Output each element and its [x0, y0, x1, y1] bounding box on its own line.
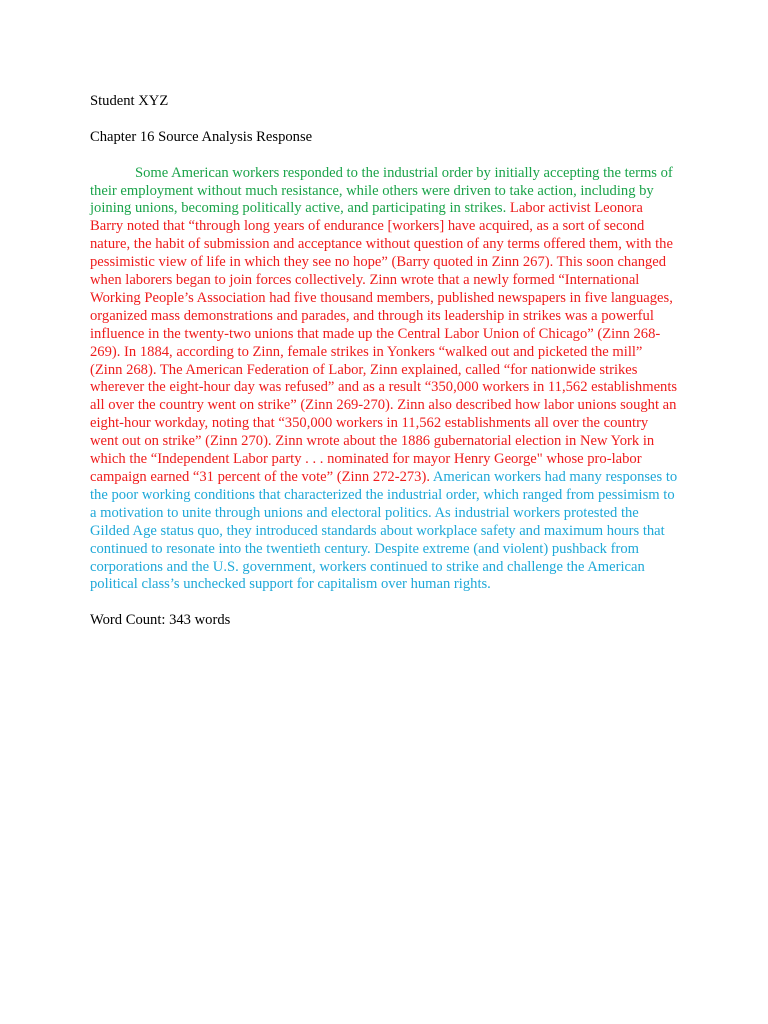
paragraph-green-segment: Some American workers responded to the industrial order by initially accepting the terms of their employment without much resistance, while others were driven to take action, including by joining unions, becoming politically active, and participating in strikes.	[90, 164, 673, 217]
document-title: Chapter 16 Source Analysis Response	[90, 128, 313, 145]
paragraph-blue-segment: American workers had many responses to the poor working conditions that characterized the industrial order, which ranged from pessimism to a motivation to unite through unions and electoral politics. As industrial workers protested the Gilded Age status quo, they introduced standards about workplace safety and maximum hours that continued to resonate into the twentieth century. Despite extreme (and violent) pushback from corporations and the U.S. government, workers continued to strike and challenge the American political class’s unchecked support for capitalism over human rights.	[90, 469, 678, 593]
body-paragraph	[90, 165, 678, 595]
word-count: Word Count: 343 words	[90, 612, 231, 629]
paragraph-red-segment: Labor activist Leonora Barry noted that “through long years of endurance [workers] have acquired, as a sort of second nature, the habit of submission and acceptance without question of any terms offered them, with the pessimistic view of life in which they see no hope” (Barry quoted in Zinn 267). This soon changed when laborers began to join forces collectively. Zinn wrote that a newly formed “International Working People’s Association had five thousand members, published newspapers in five languages, organized mass demonstrations and parades, and through its leadership in strikes was a powerful influence in the twenty-two unions that made up the Central Labor Union of Chicago” (Zinn 268-269). In 1884, according to Zinn, female strikes in Yonkers “walked out and picketed the mill” (Zinn 268). The American Federation of Labor, Zinn explained, called “for nationwide strikes wherever the eight-hour day was refused” and as a result “350,000 workers in 11,562 establishments all over the country went on strike” (Zinn 269-270). Zinn also described how labor unions sought an eight-hour workday, noting that “350,000 workers in 11,562 establishments all over the country went out on strike” (Zinn 270). Zinn wrote about the 1886 gubernatorial election in New York in which the “Independent Labor party . . . nominated for mayor Henry George" whose pro-labor campaign earned “31 percent of the vote” (Zinn 272-273).	[90, 200, 678, 485]
document-content	[90, 93, 678, 630]
student-name: Student XYZ	[90, 93, 169, 109]
